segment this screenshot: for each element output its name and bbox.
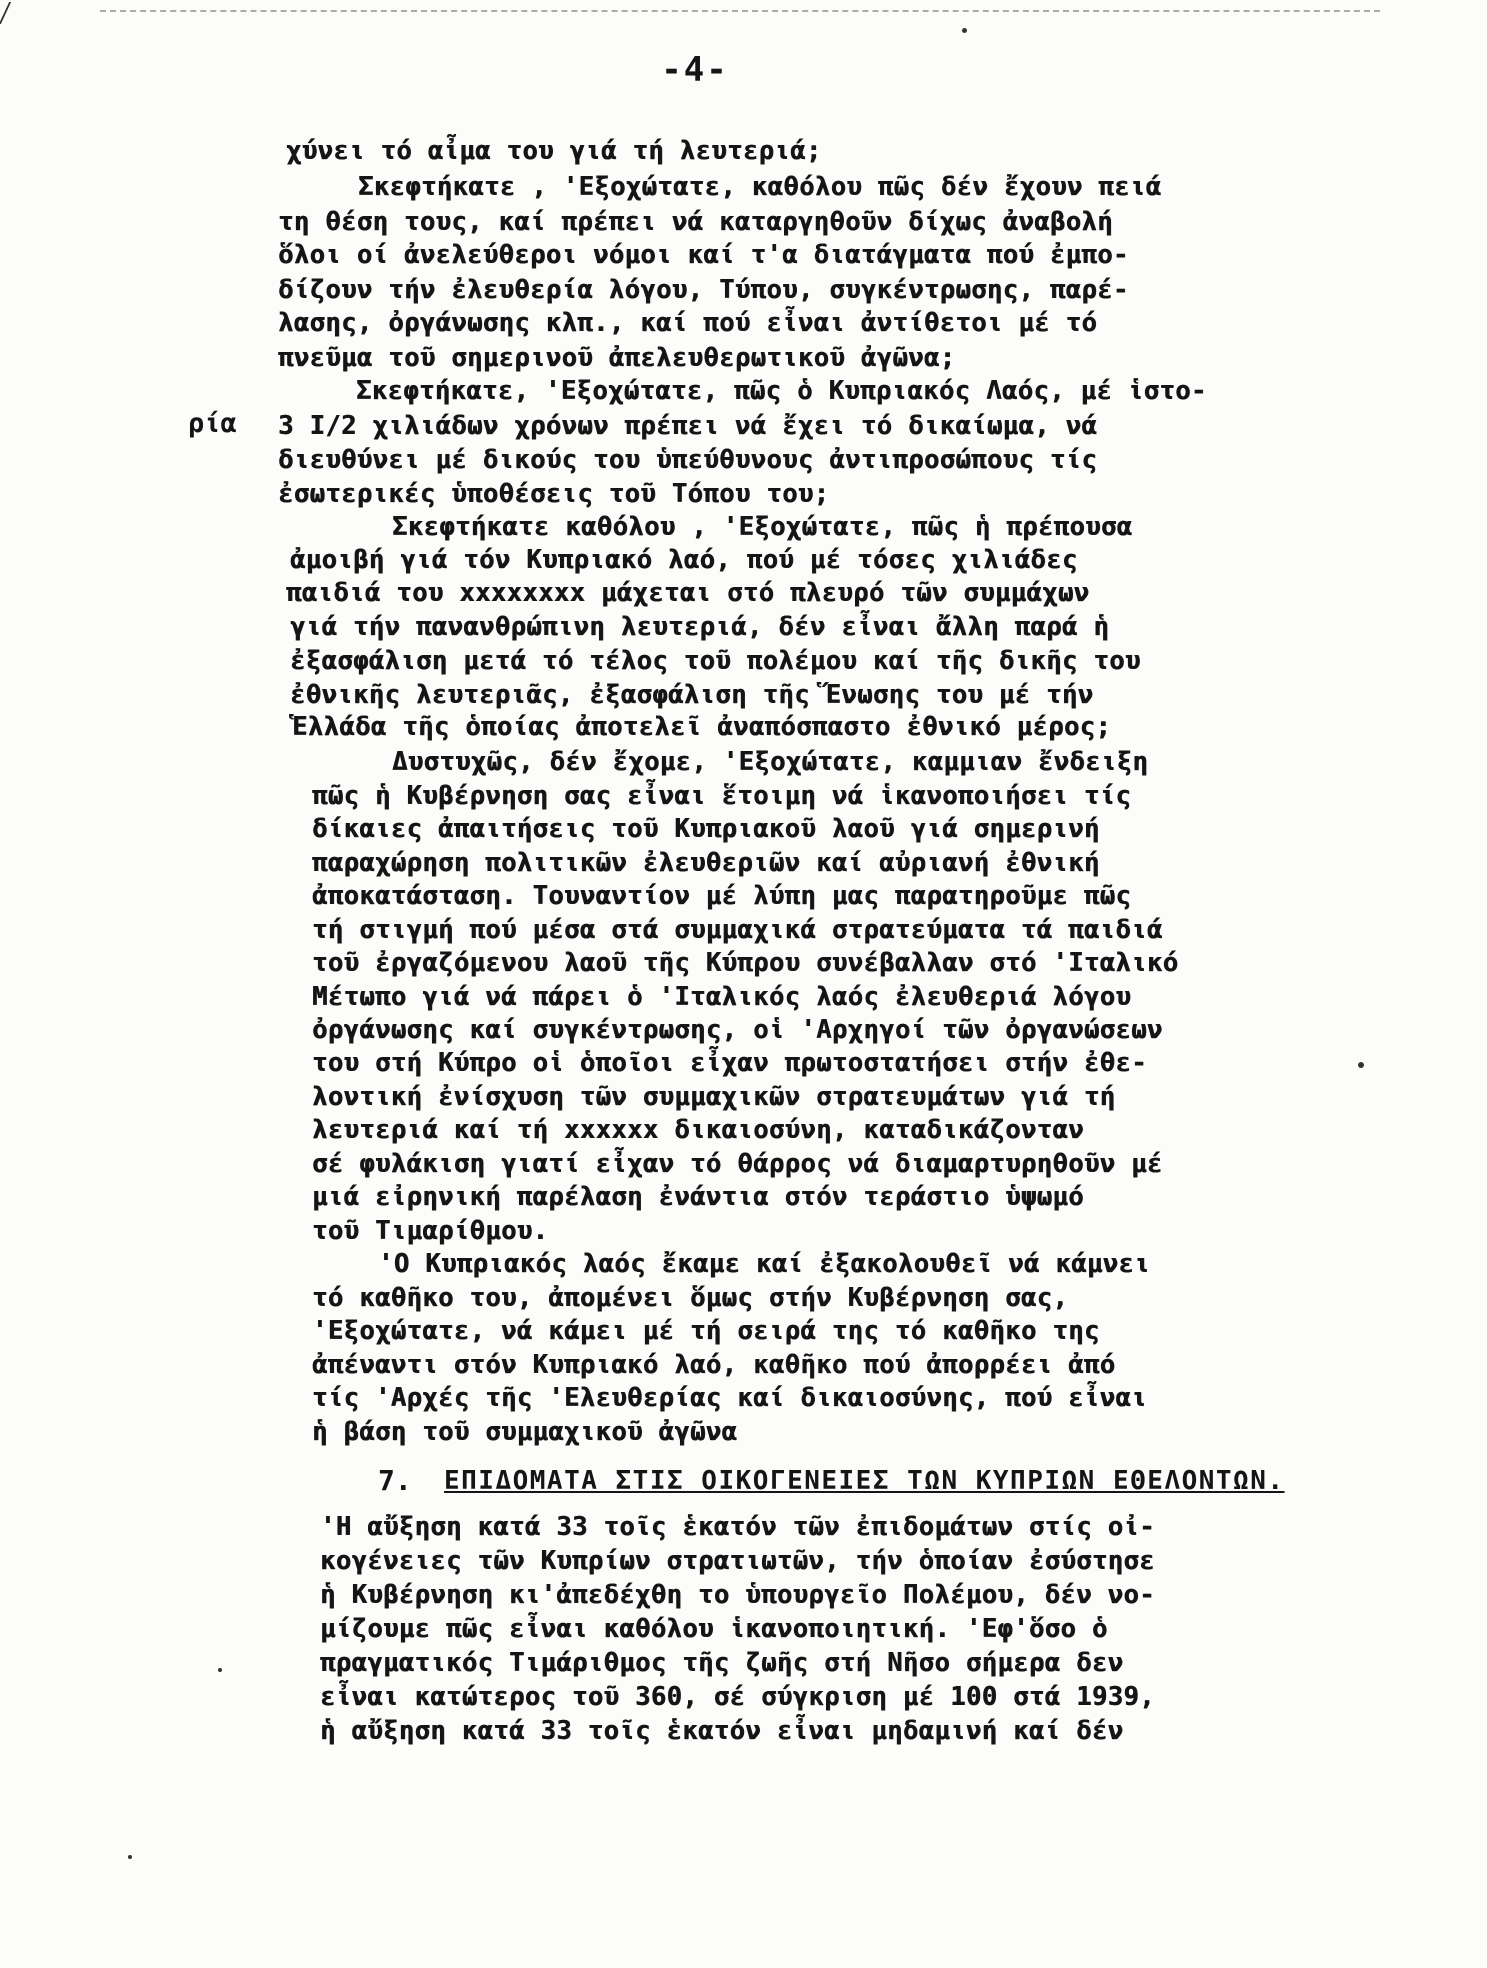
section-line: εἶναι κατώτερος τοῦ 360, σέ σύγκριση μέ 100 στά 1939, [320, 1682, 1155, 1712]
scan-corner-mark [0, 2, 25, 24]
body-line: ἐθνικῆς λευτεριᾶς, ἐξασφάλιση τῆς Ἕνωσης του μέ τήν [290, 680, 1094, 710]
body-line: Δυστυχῶς, δέν ἔχομε, 'Εξοχώτατε, καμμιαν ἔνδειξη [392, 747, 1149, 777]
body-line: διευθύνει μέ δικούς του ὑπεύθυνους ἀντιπροσώπους τίς [278, 445, 1098, 475]
body-line: ἡ βάση τοῦ συμμαχικοῦ ἀγῶνα [312, 1417, 738, 1447]
body-line: Σκεφτήκατε, 'Εξοχώτατε, πῶς ὁ Κυπριακός Λαός, μέ ἱστο- [356, 376, 1207, 406]
body-line: τοῦ ἐργαζόμενου λαοῦ τῆς Κύπρου συνέβαλλαν στό 'Ιταλικό [312, 948, 1179, 978]
body-line: ἀμοιβή γιά τόν Κυπριακό λαό, πού μέ τόσες χιλιάδες [290, 545, 1078, 575]
body-line: 3 I/2 χιλιάδων χρόνων πρέπει νά ἔχει τό δικαίωμα, νά [278, 411, 1098, 441]
section-line: κογένειες τῶν Κυπρίων στρατιωτῶν, τήν ὁποίαν ἐσύστησε [320, 1546, 1155, 1576]
scan-speck [1358, 1062, 1364, 1068]
body-line: Σκεφτήκατε καθόλου , 'Εξοχώτατε, πῶς ἡ πρέπουσα [392, 512, 1133, 542]
page-number: -4- [661, 50, 729, 90]
section-number: 7. [378, 1464, 412, 1497]
scan-speck [218, 1668, 222, 1672]
body-line: λευτεριά καί τή xxxxxx δικαιοσύνη, καταδικάζονταν [312, 1115, 1084, 1145]
section-heading: ΕΠΙΔΟΜΑΤΑ ΣΤΙΣ ΟΙΚΟΓΕΝΕΙΕΣ ΤΩΝ ΚΥΠΡΙΩΝ ΕΘΕΛΟΝΤΩΝ. [444, 1466, 1285, 1496]
body-line: δίζουν τήν ἐλευθερία λόγου, Τύπου, συγκέντρωσης, παρέ- [278, 275, 1129, 305]
section-line: 'Η αὔξηση κατά 33 τοῖς ἑκατόν τῶν ἐπιδομάτων στίς οἰ- [320, 1512, 1155, 1542]
body-line: τοῦ Τιμαρίθμου. [312, 1216, 549, 1246]
body-line: χύνει τό αἶμα του γιά τή λευτεριά; [286, 136, 822, 166]
body-line: ἀποκατάσταση. Τουναντίον μέ λύπη μας παρατηροῦμε πῶς [312, 881, 1132, 911]
body-line: Ἑλλάδα τῆς ὁποίας ἀποτελεῖ ἀναπόσπαστο ἐθνικό μέρος; [292, 712, 1112, 742]
body-line: ὀργάνωσης καί συγκέντρωσης, οἱ 'Αρχηγοί τῶν ὀργανώσεων [312, 1015, 1163, 1045]
section-line: μίζουμε πῶς εἶναι καθόλου ἱκανοποιητική. 'Εφ'ὅσο ὁ [320, 1614, 1108, 1644]
body-line: γιά τήν πανανθρώπινη λευτεριά, δέν εἶναι ἄλλη παρά ἡ [290, 612, 1110, 642]
body-line: τίς 'Αρχές τῆς 'Ελευθερίας καί δικαιοσύνης, πού εἶναι [312, 1383, 1147, 1413]
body-line: μιά εἰρηνική παρέλαση ἐνάντια στόν τεράστιο ὑψωμό [312, 1182, 1084, 1212]
body-line: τη θέση τους, καί πρέπει νά καταργηθοῦν δίχως ἀναβολή [278, 207, 1113, 237]
body-line: λοντική ἐνίσχυση τῶν συμμαχικῶν στρατευμάτων γιά τή [312, 1082, 1116, 1112]
scan-speck [128, 1855, 132, 1859]
body-line: λασης, ὀργάνωσης κλπ., καί πού εἶναι ἀντίθετοι μέ τό [278, 308, 1098, 338]
section-line: ἡ αὔξηση κατά 33 τοῖς ἑκατόν εἶναι μηδαμινή καί δέν [320, 1716, 1124, 1746]
body-line: 'Ο Κυπριακός λαός ἔκαμε καί ἐξακολουθεῖ νά κάμνει [378, 1249, 1150, 1279]
body-line: πνεῦμα τοῦ σημερινοῦ ἀπελευθερωτικοῦ ἀγῶνα; [278, 343, 956, 373]
body-line: τή στιγμή πού μέσα στά συμμαχικά στρατεύματα τά παιδιά [312, 915, 1163, 945]
body-line: πῶς ἡ Κυβέρνηση σας εἶναι ἕτοιμη νά ἱκανοποιήσει τίς [312, 781, 1132, 811]
section-line: ἡ Κυβέρνηση κι'ἀπεδέχθη το ὑπουργεῖο Πολέμου, δέν νο- [320, 1580, 1155, 1610]
body-line: ἐξασφάλιση μετά τό τέλος τοῦ πολέμου καί τῆς δικῆς του [290, 646, 1141, 676]
body-line: σέ φυλάκιση γιατί εἶχαν τό θάρρος νά διαμαρτυρηθοῦν μέ [312, 1149, 1163, 1179]
scan-edge-artifact [100, 10, 1380, 12]
body-line: παιδιά του xxxxxxxx μάχεται στό πλευρό τῶν συμμάχων [286, 578, 1090, 608]
section-line: πραγματικός Τιμάριθμος τῆς ζωῆς στή Νῆσο σήμερα δεν [320, 1648, 1124, 1678]
body-line: 'Εξοχώτατε, νά κάμει μέ τή σειρά της τό καθῆκο της [312, 1316, 1100, 1346]
margin-note: ρία [188, 408, 237, 439]
body-line: παραχώρηση πολιτικῶν ἐλευθεριῶν καί αὐριανή ἐθνική [312, 848, 1100, 878]
body-line: δίκαιες ἀπαιτήσεις τοῦ Κυπριακοῦ λαοῦ γιά σημερινή [312, 814, 1100, 844]
body-line: του στή Κύπρο οἱ ὁποῖοι εἶχαν πρωτοστατήσει στήν ἐθε- [312, 1048, 1147, 1078]
body-line: τό καθῆκο του, ἀπομένει ὅμως στήν Κυβέρνηση σας, [312, 1283, 1069, 1313]
body-line: ὅλοι οί ἀνελεύθεροι νόμοι καί τ'α διατάγματα πού ἐμπο- [278, 240, 1129, 270]
body-line: ἀπέναντι στόν Κυπριακό λαό, καθῆκο πού ἀπορρέει ἀπό [312, 1350, 1116, 1380]
body-line: ἐσωτερικές ὑποθέσεις τοῦ Τόπου του; [278, 479, 830, 509]
body-line: Σκεφτήκατε , 'Εξοχώτατε, καθόλου πῶς δέν ἔχουν πειά [358, 172, 1162, 202]
scan-speck [962, 28, 967, 33]
body-line: Μέτωπο γιά νά πάρει ὁ 'Ιταλικός λαός ἐλευθεριά λόγου [312, 982, 1132, 1012]
